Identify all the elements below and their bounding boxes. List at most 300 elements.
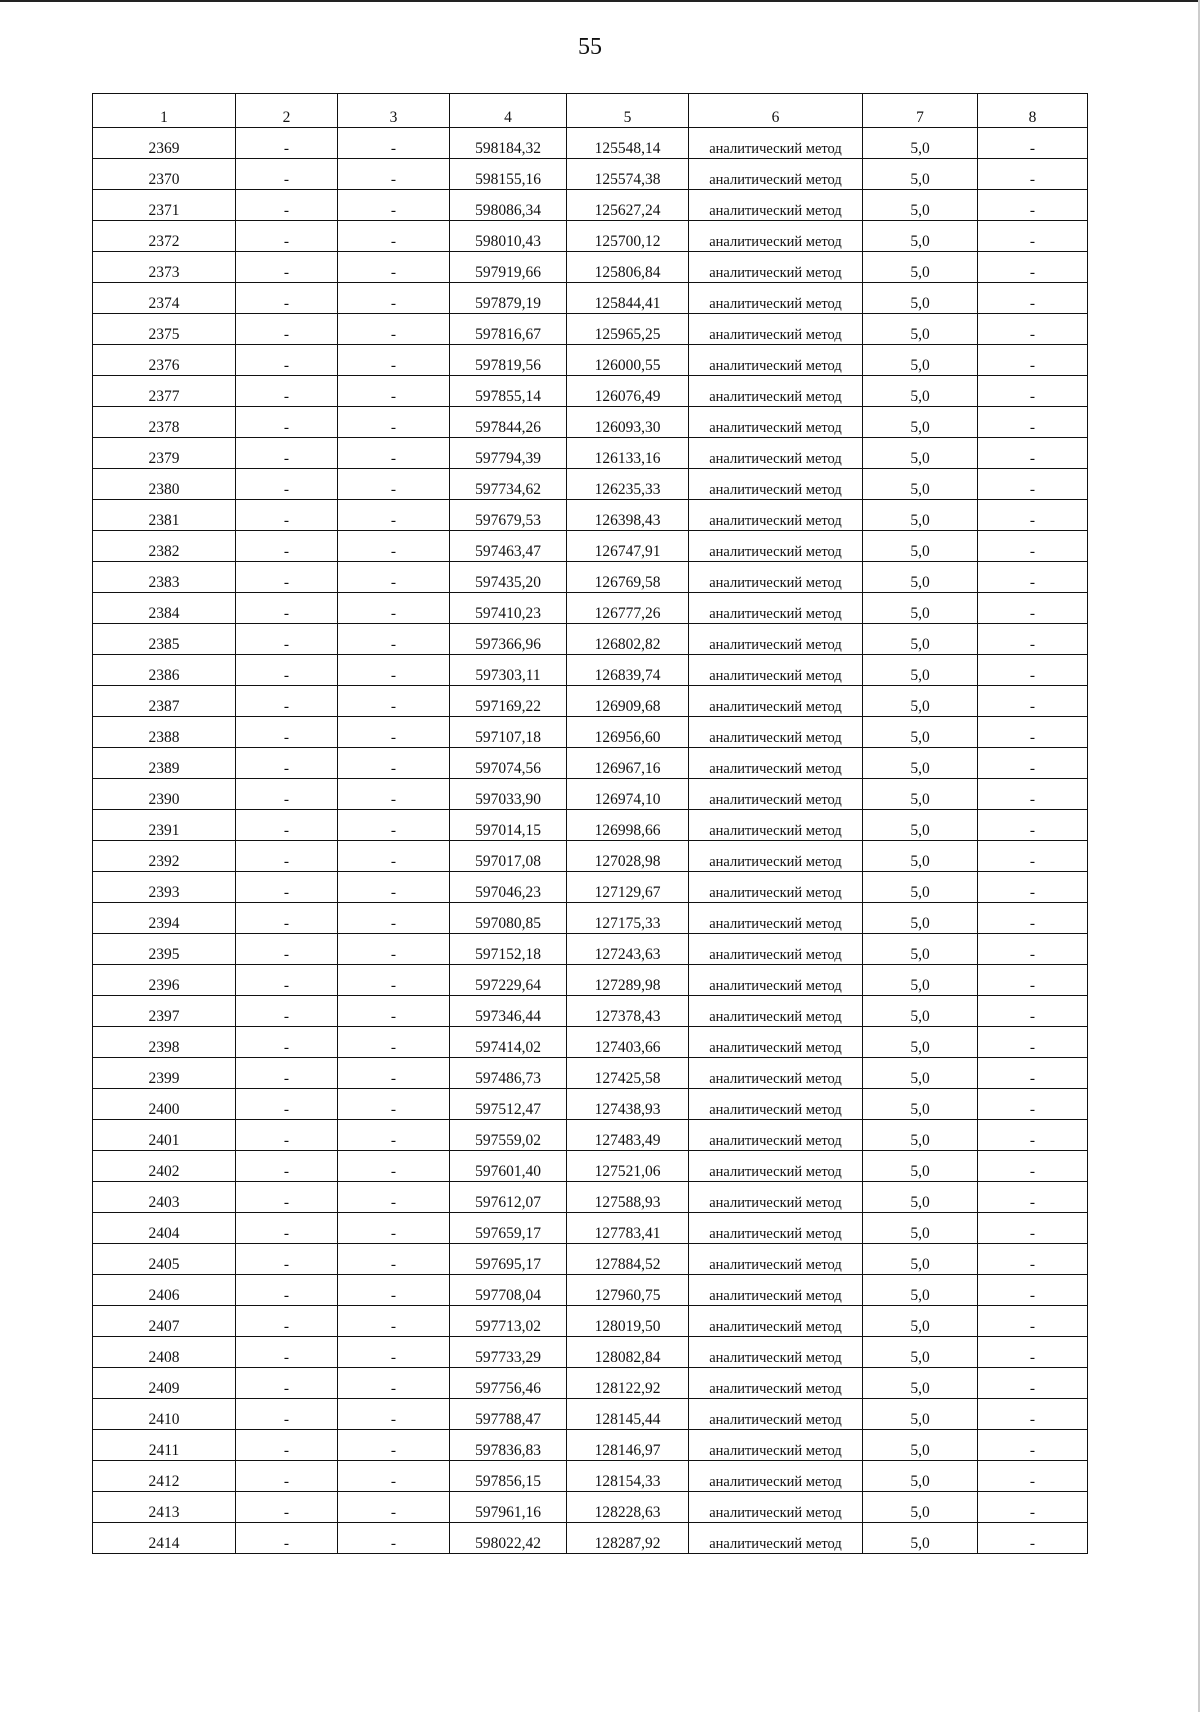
table-row (93, 376, 1088, 407)
table-row (93, 345, 1088, 376)
col-3-value-cell: - (338, 283, 450, 314)
accuracy-cell: 5,0 (863, 314, 978, 345)
point-number-cell: 2410 (93, 1399, 236, 1430)
col-2-value-cell: - (236, 283, 338, 314)
coord-y-cell: 126777,26 (567, 593, 689, 624)
accuracy-cell: 5,0 (863, 717, 978, 748)
coord-x-cell: 597366,96 (450, 624, 567, 655)
col-2-value-cell: - (236, 407, 338, 438)
point-number-cell: 2395 (93, 934, 236, 965)
coord-x-cell: 597512,47 (450, 1089, 567, 1120)
col-3-value-cell: - (338, 1182, 450, 1213)
col-2-value-cell: - (236, 1027, 338, 1058)
col-2-value-cell: - (236, 934, 338, 965)
col-3-value-cell: - (338, 593, 450, 624)
point-number-cell: 2414 (93, 1523, 236, 1554)
accuracy-cell: 5,0 (863, 190, 978, 221)
col-2-value-cell: - (236, 438, 338, 469)
col-3-value-cell: - (338, 717, 450, 748)
method-cell: аналитический метод (689, 1306, 863, 1337)
col-3-value-cell: - (338, 903, 450, 934)
col-8-value-cell: - (978, 748, 1088, 779)
accuracy-cell: 5,0 (863, 1027, 978, 1058)
table-row (93, 686, 1088, 717)
method-cell: аналитический метод (689, 1089, 863, 1120)
coord-x-cell: 597303,11 (450, 655, 567, 686)
col-8-value-cell: - (978, 1368, 1088, 1399)
point-number-cell: 2388 (93, 717, 236, 748)
point-number-cell: 2408 (93, 1337, 236, 1368)
col-3-value-cell: - (338, 531, 450, 562)
col-3-value-cell: - (338, 1368, 450, 1399)
col-3-value-cell: - (338, 1058, 450, 1089)
col-3-value-cell: - (338, 469, 450, 500)
table-row (93, 159, 1088, 190)
method-cell: аналитический метод (689, 221, 863, 252)
coord-y-cell: 125806,84 (567, 252, 689, 283)
col-8-value-cell: - (978, 1027, 1088, 1058)
accuracy-cell: 5,0 (863, 500, 978, 531)
col-3-value-cell: - (338, 655, 450, 686)
table-row (93, 314, 1088, 345)
table-row (93, 903, 1088, 934)
table-row (93, 810, 1088, 841)
col-3-value-cell: - (338, 748, 450, 779)
col-2-value-cell: - (236, 1492, 338, 1523)
point-number-cell: 2369 (93, 128, 236, 159)
col-2-value-cell: - (236, 252, 338, 283)
accuracy-cell: 5,0 (863, 779, 978, 810)
col-3-value-cell: - (338, 345, 450, 376)
coord-x-cell: 598155,16 (450, 159, 567, 190)
col-3-value-cell: - (338, 1523, 450, 1554)
point-number-cell: 2383 (93, 562, 236, 593)
column-header: 3 (338, 94, 450, 128)
coord-y-cell: 128154,33 (567, 1461, 689, 1492)
accuracy-cell: 5,0 (863, 128, 978, 159)
table-row (93, 1244, 1088, 1275)
method-cell: аналитический метод (689, 376, 863, 407)
point-number-cell: 2370 (93, 159, 236, 190)
point-number-cell: 2396 (93, 965, 236, 996)
coord-x-cell: 597463,47 (450, 531, 567, 562)
table-row (93, 190, 1088, 221)
table-row (93, 1306, 1088, 1337)
col-8-value-cell: - (978, 1182, 1088, 1213)
table-row (93, 1182, 1088, 1213)
col-3-value-cell: - (338, 500, 450, 531)
method-cell: аналитический метод (689, 1027, 863, 1058)
method-cell: аналитический метод (689, 1244, 863, 1275)
point-number-cell: 2389 (93, 748, 236, 779)
method-cell: аналитический метод (689, 531, 863, 562)
coord-y-cell: 127425,58 (567, 1058, 689, 1089)
coord-y-cell: 126956,60 (567, 717, 689, 748)
method-cell: аналитический метод (689, 1182, 863, 1213)
col-8-value-cell: - (978, 934, 1088, 965)
coord-y-cell: 127378,43 (567, 996, 689, 1027)
table-row (93, 779, 1088, 810)
method-cell: аналитический метод (689, 1430, 863, 1461)
point-number-cell: 2397 (93, 996, 236, 1027)
coord-y-cell: 125574,38 (567, 159, 689, 190)
col-8-value-cell: - (978, 872, 1088, 903)
col-2-value-cell: - (236, 748, 338, 779)
col-3-value-cell: - (338, 1151, 450, 1182)
accuracy-cell: 5,0 (863, 1058, 978, 1089)
method-cell: аналитический метод (689, 748, 863, 779)
point-number-cell: 2398 (93, 1027, 236, 1058)
coord-y-cell: 126093,30 (567, 407, 689, 438)
table-row (93, 1430, 1088, 1461)
coord-x-cell: 597080,85 (450, 903, 567, 934)
accuracy-cell: 5,0 (863, 841, 978, 872)
col-2-value-cell: - (236, 1089, 338, 1120)
table-row (93, 252, 1088, 283)
col-8-value-cell: - (978, 345, 1088, 376)
point-number-cell: 2412 (93, 1461, 236, 1492)
column-header: 7 (863, 94, 978, 128)
coord-x-cell: 597107,18 (450, 717, 567, 748)
point-number-cell: 2403 (93, 1182, 236, 1213)
col-2-value-cell: - (236, 593, 338, 624)
point-number-cell: 2374 (93, 283, 236, 314)
point-number-cell: 2392 (93, 841, 236, 872)
col-2-value-cell: - (236, 996, 338, 1027)
accuracy-cell: 5,0 (863, 562, 978, 593)
col-2-value-cell: - (236, 965, 338, 996)
coord-x-cell: 597346,44 (450, 996, 567, 1027)
accuracy-cell: 5,0 (863, 1275, 978, 1306)
col-2-value-cell: - (236, 655, 338, 686)
coord-y-cell: 127483,49 (567, 1120, 689, 1151)
col-8-value-cell: - (978, 717, 1088, 748)
method-cell: аналитический метод (689, 593, 863, 624)
col-3-value-cell: - (338, 841, 450, 872)
method-cell: аналитический метод (689, 1461, 863, 1492)
table-row (93, 1492, 1088, 1523)
col-2-value-cell: - (236, 128, 338, 159)
col-2-value-cell: - (236, 1368, 338, 1399)
method-cell: аналитический метод (689, 779, 863, 810)
col-8-value-cell: - (978, 221, 1088, 252)
col-8-value-cell: - (978, 376, 1088, 407)
method-cell: аналитический метод (689, 1151, 863, 1182)
col-8-value-cell: - (978, 1089, 1088, 1120)
method-cell: аналитический метод (689, 562, 863, 593)
coord-x-cell: 597816,67 (450, 314, 567, 345)
coord-x-cell: 597559,02 (450, 1120, 567, 1151)
col-3-value-cell: - (338, 221, 450, 252)
col-2-value-cell: - (236, 221, 338, 252)
coord-y-cell: 127521,06 (567, 1151, 689, 1182)
accuracy-cell: 5,0 (863, 996, 978, 1027)
table-row (93, 1275, 1088, 1306)
col-8-value-cell: - (978, 1213, 1088, 1244)
col-3-value-cell: - (338, 686, 450, 717)
table-row (93, 748, 1088, 779)
coord-y-cell: 127438,93 (567, 1089, 689, 1120)
accuracy-cell: 5,0 (863, 438, 978, 469)
coord-y-cell: 126076,49 (567, 376, 689, 407)
col-8-value-cell: - (978, 1275, 1088, 1306)
col-8-value-cell: - (978, 407, 1088, 438)
col-2-value-cell: - (236, 779, 338, 810)
col-2-value-cell: - (236, 903, 338, 934)
accuracy-cell: 5,0 (863, 1368, 978, 1399)
col-8-value-cell: - (978, 500, 1088, 531)
col-8-value-cell: - (978, 1523, 1088, 1554)
point-number-cell: 2406 (93, 1275, 236, 1306)
accuracy-cell: 5,0 (863, 593, 978, 624)
point-number-cell: 2399 (93, 1058, 236, 1089)
coord-y-cell: 126398,43 (567, 500, 689, 531)
accuracy-cell: 5,0 (863, 965, 978, 996)
accuracy-cell: 5,0 (863, 1399, 978, 1430)
point-number-cell: 2409 (93, 1368, 236, 1399)
coord-x-cell: 597695,17 (450, 1244, 567, 1275)
coord-x-cell: 597919,66 (450, 252, 567, 283)
col-8-value-cell: - (978, 1120, 1088, 1151)
coord-x-cell: 597679,53 (450, 500, 567, 531)
col-2-value-cell: - (236, 1275, 338, 1306)
method-cell: аналитический метод (689, 500, 863, 531)
method-cell: аналитический метод (689, 686, 863, 717)
accuracy-cell: 5,0 (863, 531, 978, 562)
accuracy-cell: 5,0 (863, 655, 978, 686)
point-number-cell: 2377 (93, 376, 236, 407)
col-8-value-cell: - (978, 1244, 1088, 1275)
accuracy-cell: 5,0 (863, 1089, 978, 1120)
coord-x-cell: 597836,83 (450, 1430, 567, 1461)
coord-x-cell: 597844,26 (450, 407, 567, 438)
coord-x-cell: 597074,56 (450, 748, 567, 779)
accuracy-cell: 5,0 (863, 872, 978, 903)
coord-x-cell: 597708,04 (450, 1275, 567, 1306)
col-2-value-cell: - (236, 500, 338, 531)
table-row (93, 624, 1088, 655)
col-2-value-cell: - (236, 1523, 338, 1554)
coord-y-cell: 127588,93 (567, 1182, 689, 1213)
col-3-value-cell: - (338, 1430, 450, 1461)
table-row (93, 407, 1088, 438)
col-3-value-cell: - (338, 190, 450, 221)
point-number-cell: 2387 (93, 686, 236, 717)
method-cell: аналитический метод (689, 283, 863, 314)
accuracy-cell: 5,0 (863, 159, 978, 190)
column-header: 6 (689, 94, 863, 128)
table-row (93, 996, 1088, 1027)
coord-x-cell: 597855,14 (450, 376, 567, 407)
accuracy-cell: 5,0 (863, 221, 978, 252)
coord-y-cell: 127289,98 (567, 965, 689, 996)
coord-x-cell: 598184,32 (450, 128, 567, 159)
method-cell: аналитический метод (689, 903, 863, 934)
coord-y-cell: 126974,10 (567, 779, 689, 810)
point-number-cell: 2378 (93, 407, 236, 438)
coord-x-cell: 597659,17 (450, 1213, 567, 1244)
col-3-value-cell: - (338, 779, 450, 810)
col-2-value-cell: - (236, 1430, 338, 1461)
coord-y-cell: 126802,82 (567, 624, 689, 655)
col-3-value-cell: - (338, 1089, 450, 1120)
method-cell: аналитический метод (689, 128, 863, 159)
method-cell: аналитический метод (689, 1275, 863, 1306)
table-row (93, 1523, 1088, 1554)
table-row (93, 1399, 1088, 1430)
col-2-value-cell: - (236, 314, 338, 345)
coord-y-cell: 127175,33 (567, 903, 689, 934)
col-8-value-cell: - (978, 593, 1088, 624)
point-number-cell: 2401 (93, 1120, 236, 1151)
table-row (93, 531, 1088, 562)
page-number: 55 (578, 34, 602, 60)
point-number-cell: 2405 (93, 1244, 236, 1275)
point-number-cell: 2375 (93, 314, 236, 345)
table-row (93, 1120, 1088, 1151)
col-3-value-cell: - (338, 252, 450, 283)
col-3-value-cell: - (338, 1492, 450, 1523)
table-row (93, 221, 1088, 252)
table-row (93, 438, 1088, 469)
coord-x-cell: 597756,46 (450, 1368, 567, 1399)
coord-x-cell: 597229,64 (450, 965, 567, 996)
coord-y-cell: 127960,75 (567, 1275, 689, 1306)
col-3-value-cell: - (338, 965, 450, 996)
accuracy-cell: 5,0 (863, 252, 978, 283)
col-3-value-cell: - (338, 1027, 450, 1058)
table-row (93, 841, 1088, 872)
point-number-cell: 2391 (93, 810, 236, 841)
method-cell: аналитический метод (689, 624, 863, 655)
column-header: 8 (978, 94, 1088, 128)
col-8-value-cell: - (978, 1461, 1088, 1492)
coord-y-cell: 126235,33 (567, 469, 689, 500)
table-row (93, 1058, 1088, 1089)
point-number-cell: 2386 (93, 655, 236, 686)
col-8-value-cell: - (978, 1430, 1088, 1461)
method-cell: аналитический метод (689, 1058, 863, 1089)
point-number-cell: 2407 (93, 1306, 236, 1337)
method-cell: аналитический метод (689, 996, 863, 1027)
accuracy-cell: 5,0 (863, 1213, 978, 1244)
method-cell: аналитический метод (689, 1399, 863, 1430)
table-row (93, 128, 1088, 159)
coord-x-cell: 597601,40 (450, 1151, 567, 1182)
col-8-value-cell: - (978, 841, 1088, 872)
accuracy-cell: 5,0 (863, 810, 978, 841)
coord-x-cell: 597152,18 (450, 934, 567, 965)
table-row (93, 469, 1088, 500)
coord-y-cell: 126998,66 (567, 810, 689, 841)
col-8-value-cell: - (978, 1306, 1088, 1337)
coord-y-cell: 127783,41 (567, 1213, 689, 1244)
coord-x-cell: 597014,15 (450, 810, 567, 841)
col-2-value-cell: - (236, 376, 338, 407)
column-header: 2 (236, 94, 338, 128)
col-2-value-cell: - (236, 686, 338, 717)
accuracy-cell: 5,0 (863, 1120, 978, 1151)
table-header-row (93, 94, 1088, 128)
col-8-value-cell: - (978, 996, 1088, 1027)
method-cell: аналитический метод (689, 345, 863, 376)
coord-y-cell: 126769,58 (567, 562, 689, 593)
col-3-value-cell: - (338, 1306, 450, 1337)
method-cell: аналитический метод (689, 1337, 863, 1368)
coordinates-table (92, 93, 1088, 1554)
column-header: 4 (450, 94, 567, 128)
col-8-value-cell: - (978, 903, 1088, 934)
accuracy-cell: 5,0 (863, 1244, 978, 1275)
col-3-value-cell: - (338, 1213, 450, 1244)
point-number-cell: 2372 (93, 221, 236, 252)
accuracy-cell: 5,0 (863, 1523, 978, 1554)
coord-x-cell: 597794,39 (450, 438, 567, 469)
col-2-value-cell: - (236, 190, 338, 221)
point-number-cell: 2373 (93, 252, 236, 283)
col-8-value-cell: - (978, 1492, 1088, 1523)
coord-y-cell: 128122,92 (567, 1368, 689, 1399)
table-row (93, 1461, 1088, 1492)
accuracy-cell: 5,0 (863, 376, 978, 407)
col-8-value-cell: - (978, 1337, 1088, 1368)
col-2-value-cell: - (236, 717, 338, 748)
accuracy-cell: 5,0 (863, 934, 978, 965)
point-number-cell: 2390 (93, 779, 236, 810)
col-3-value-cell: - (338, 1275, 450, 1306)
col-8-value-cell: - (978, 624, 1088, 655)
table-row (93, 593, 1088, 624)
coord-x-cell: 597486,73 (450, 1058, 567, 1089)
point-number-cell: 2376 (93, 345, 236, 376)
coord-x-cell: 597612,07 (450, 1182, 567, 1213)
method-cell: аналитический метод (689, 655, 863, 686)
col-2-value-cell: - (236, 1399, 338, 1430)
method-cell: аналитический метод (689, 469, 863, 500)
col-3-value-cell: - (338, 1337, 450, 1368)
col-2-value-cell: - (236, 1151, 338, 1182)
method-cell: аналитический метод (689, 1368, 863, 1399)
method-cell: аналитический метод (689, 159, 863, 190)
method-cell: аналитический метод (689, 1213, 863, 1244)
point-number-cell: 2411 (93, 1430, 236, 1461)
coord-x-cell: 597414,02 (450, 1027, 567, 1058)
accuracy-cell: 5,0 (863, 903, 978, 934)
col-8-value-cell: - (978, 469, 1088, 500)
col-2-value-cell: - (236, 1213, 338, 1244)
col-3-value-cell: - (338, 438, 450, 469)
col-3-value-cell: - (338, 1399, 450, 1430)
accuracy-cell: 5,0 (863, 1182, 978, 1213)
col-2-value-cell: - (236, 1337, 338, 1368)
table-row (93, 717, 1088, 748)
col-3-value-cell: - (338, 624, 450, 655)
col-3-value-cell: - (338, 562, 450, 593)
col-8-value-cell: - (978, 438, 1088, 469)
method-cell: аналитический метод (689, 1492, 863, 1523)
col-3-value-cell: - (338, 1244, 450, 1275)
coord-y-cell: 128146,97 (567, 1430, 689, 1461)
col-8-value-cell: - (978, 190, 1088, 221)
col-3-value-cell: - (338, 376, 450, 407)
col-8-value-cell: - (978, 1151, 1088, 1182)
col-2-value-cell: - (236, 562, 338, 593)
col-3-value-cell: - (338, 407, 450, 438)
coord-y-cell: 125844,41 (567, 283, 689, 314)
col-2-value-cell: - (236, 810, 338, 841)
col-8-value-cell: - (978, 810, 1088, 841)
method-cell: аналитический метод (689, 438, 863, 469)
